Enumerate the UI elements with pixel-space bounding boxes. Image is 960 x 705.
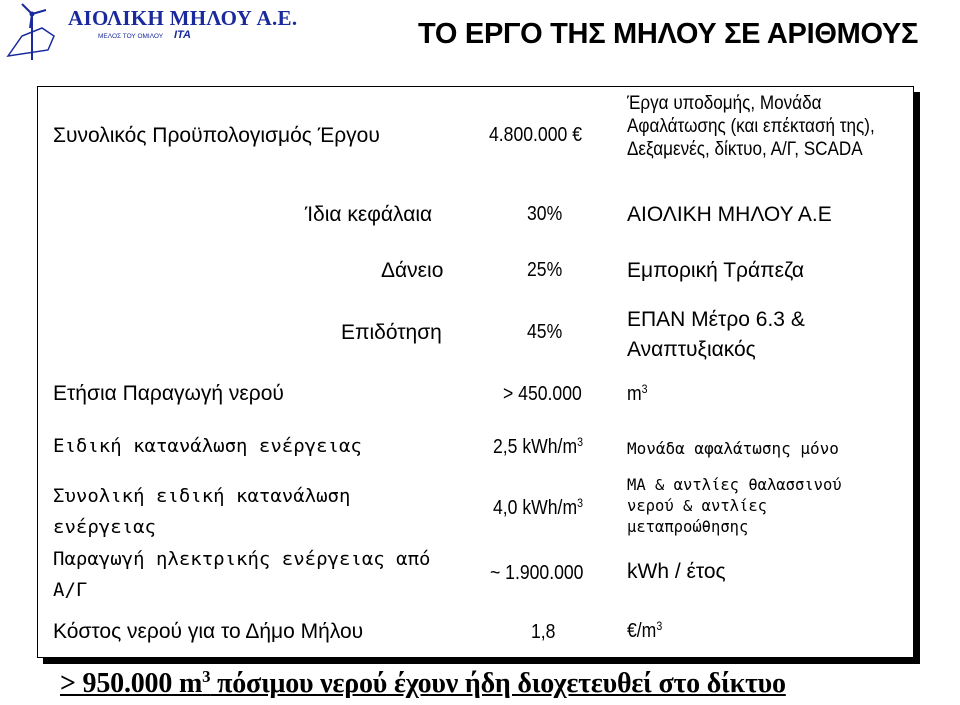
cost-unit: $€/m^3$	[627, 618, 663, 642]
total-specific-label: Συνολική ειδική κατανάλωση ενέργειας	[53, 485, 351, 538]
electricity-label: Παραγωγή ηλεκτρικής ενέργειας από Α/Γ	[53, 548, 431, 601]
logo-tagline: ΜΕΛΟΣ ΤΟΥ ΟΜΙΛΟΥ	[98, 33, 164, 40]
water-unit: $m^3$	[627, 381, 648, 405]
equity-label: Ίδια κεφάλαια	[305, 203, 433, 226]
budget-note: Έργα υποδομής, Μονάδα Αφαλάτωσης (και επέκτασή της), Δεξαμενές, δίκτυο, Α/Γ, SCADA	[627, 93, 875, 160]
cost-value: 1,8	[531, 621, 556, 643]
wind-turbine-icon	[2, 2, 72, 62]
specific-label: Ειδική κατανάλωση ενέργειας	[53, 435, 362, 457]
specific-value: 2,5 kWh/$m^3$	[493, 434, 583, 458]
total-specific-value: 4,0 kWh/$m^3$	[493, 495, 583, 519]
loan-value: 25%	[527, 259, 563, 281]
electricity-value: ~ 1.900.000	[490, 562, 584, 584]
logo-name: ΑΙΟΛΙΚΗ ΜΗΛΟΥ Α.Ε.	[68, 6, 298, 30]
grant-value: 45%	[527, 321, 563, 343]
specific-note: Μονάδα αφαλάτωσης μόνο	[627, 439, 839, 458]
water-value: > 450.000	[503, 383, 582, 405]
water-label: Ετήσια Παραγωγή νερού	[53, 382, 284, 405]
logo-partner: ITA	[174, 29, 191, 41]
budget-value: 4.800.000 €	[489, 124, 582, 146]
electricity-unit: kWh / έτος	[627, 560, 726, 583]
page-title: ΤΟ ΕΡΓΟ ΤΗΣ ΜΗΛΟΥ ΣΕ ΑΡΙΘΜΟΥΣ	[418, 18, 919, 50]
delivered-water-statement: > 950.000 $m^3$ πόσιμου νερού έχουν ήδη διοχετευθεί στο δίκτυο	[60, 666, 786, 699]
loan-label: Δάνειο	[381, 259, 444, 282]
equity-value: 30%	[527, 203, 563, 225]
loan-note: Εμπορική Τράπεζα	[627, 259, 804, 282]
equity-note: ΑΙΟΛΙΚΗ ΜΗΛΟΥ Α.Ε	[627, 203, 832, 226]
grant-label: Επιδότηση	[341, 321, 442, 344]
grant-note: ΕΠΑΝ Μέτρο 6.3 & Αναπτυξιακός	[627, 308, 805, 361]
total-specific-note: ΜΑ & αντλίες θαλασσινού νερού & αντλίες μεταπροώθησης	[627, 476, 842, 536]
company-logo	[2, 2, 298, 66]
budget-label: Συνολικός Προϋπολογισμός Έργου	[53, 124, 380, 147]
cost-label: Κόστος νερού για το Δήμο Μήλου	[53, 620, 364, 643]
